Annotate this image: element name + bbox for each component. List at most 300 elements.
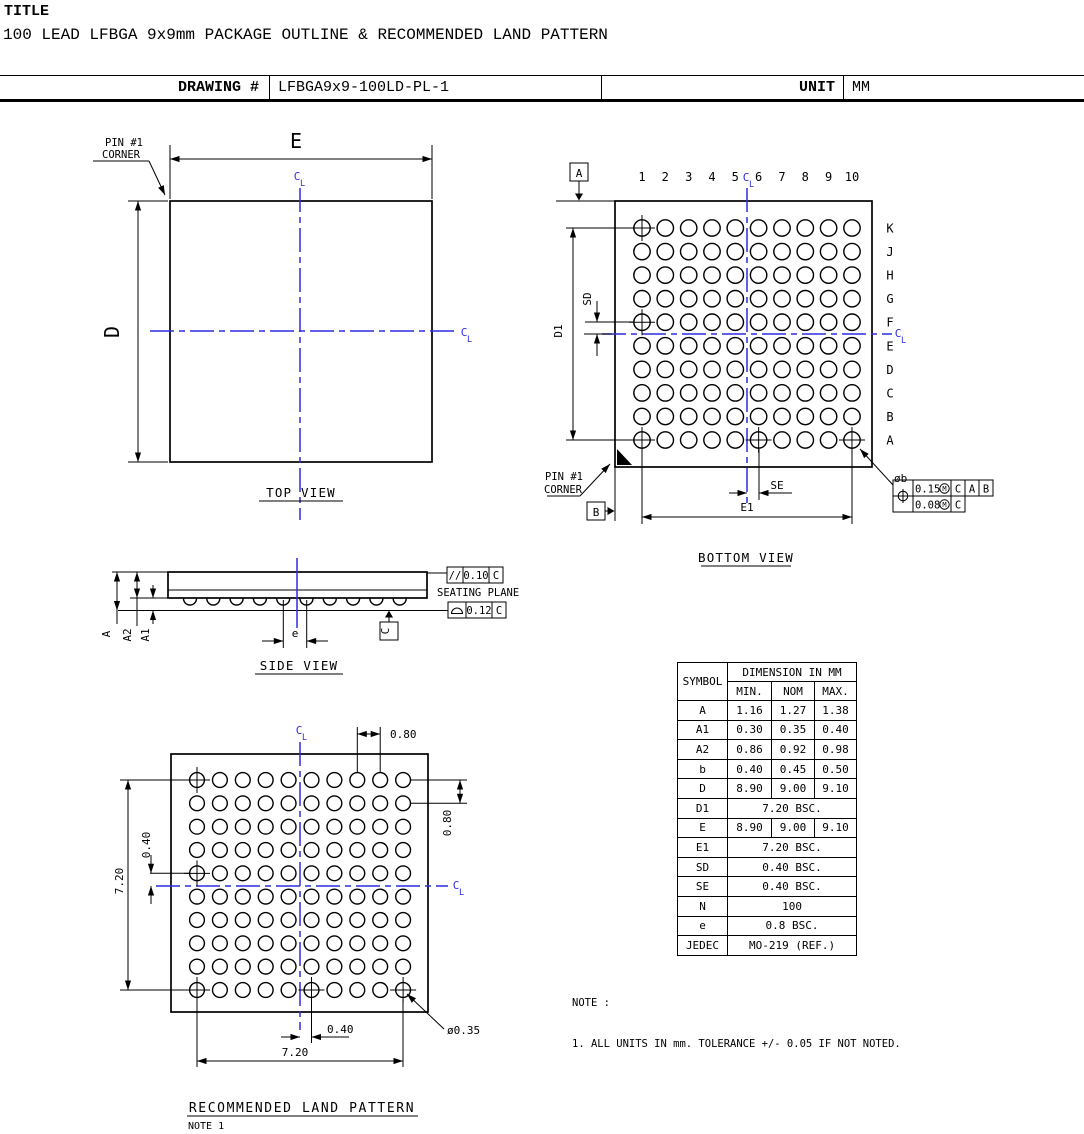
tolerance-value: 0.08 (915, 499, 941, 512)
table-cell: D (678, 779, 728, 799)
land-pad (281, 773, 296, 788)
table-row (678, 936, 857, 956)
dim-label-A2: A2 (121, 628, 134, 642)
solder-ball (681, 338, 697, 354)
centerline-icon: L (749, 180, 755, 190)
note-heading: NOTE : (572, 997, 610, 1009)
table-cell: 9.10 (815, 818, 857, 838)
dimension-table (677, 662, 857, 956)
pin1-label: PIN #1 (545, 471, 583, 483)
ball-column-label: 8 (801, 170, 809, 184)
land-pad (213, 959, 228, 974)
solder-ball (184, 599, 197, 606)
table-row (678, 838, 857, 858)
land-pad (213, 889, 228, 904)
pin1-label: CORNER (102, 149, 140, 161)
table-cell: 8.90 (728, 779, 772, 799)
dim-label-E: E (289, 129, 303, 153)
feature-control-frame (893, 480, 993, 512)
datum-triangle-icon (575, 194, 583, 201)
land-pad (373, 889, 388, 904)
solder-ball (797, 361, 813, 377)
tolerance-value: 0.12 (466, 605, 492, 617)
land-pad (235, 959, 250, 974)
table-cell: MO-219 (REF.) (728, 936, 857, 956)
solder-ball (774, 338, 790, 354)
dim-offset-x (281, 996, 354, 1043)
land-pad (327, 773, 342, 788)
land-pad (213, 796, 228, 811)
pin1-corner-mark (617, 449, 632, 465)
caption-land-pattern (187, 1101, 418, 1132)
solder-ball (844, 408, 860, 424)
table-row (678, 740, 857, 760)
drawing-number-value: LFBGA9x9-100LD-PL-1 (269, 76, 601, 99)
ball-column-label: 1 (638, 170, 646, 184)
land-pad (190, 819, 205, 834)
solder-ball (634, 385, 650, 401)
land-pad (396, 889, 411, 904)
solder-ball (797, 314, 813, 330)
land-pad (350, 819, 365, 834)
solder-ball (820, 291, 836, 307)
land-pad (304, 889, 319, 904)
table-row (678, 759, 857, 779)
solder-ball (774, 361, 790, 377)
land-pad (281, 819, 296, 834)
land-pad (190, 959, 205, 974)
table-cell: A (678, 701, 728, 721)
table-cell: 0.30 (728, 720, 772, 740)
ball-row-label: F (886, 315, 894, 330)
solder-ball (704, 385, 720, 401)
tolerance-value: 0.10 (463, 570, 489, 582)
solder-ball (797, 267, 813, 283)
pin1-label: CORNER (544, 484, 582, 496)
solder-ball (774, 408, 790, 424)
table-cell: 9.10 (815, 779, 857, 799)
solder-ball (704, 338, 720, 354)
dim-label-E1: E1 (740, 501, 754, 514)
land-pad (304, 913, 319, 928)
centerline-icon: C (460, 326, 468, 339)
table-cell: N (678, 896, 728, 916)
land-pad (258, 936, 273, 951)
solder-ball (727, 385, 743, 401)
solder-ball (704, 243, 720, 259)
land-pad (396, 936, 411, 951)
table-cell: E (678, 818, 728, 838)
table-row (678, 857, 857, 877)
datum-label: B (592, 506, 600, 519)
solder-ball (634, 361, 650, 377)
parallelism-frame (427, 567, 503, 583)
pin1-label: PIN #1 (105, 137, 143, 149)
solder-ball (844, 243, 860, 259)
dim-offset-y (140, 832, 189, 904)
land-pattern (113, 724, 480, 1132)
datum-ref: C (954, 483, 962, 496)
land-pad (350, 913, 365, 928)
land-pad (213, 773, 228, 788)
solder-ball (704, 408, 720, 424)
dim-label: ø0.35 (447, 1024, 481, 1037)
solder-ball (774, 314, 790, 330)
table-row (678, 798, 857, 818)
land-pad (281, 843, 296, 858)
solder-ball (657, 243, 673, 259)
table-cell: 0.8 BSC. (728, 916, 857, 936)
ball-row-label: G (886, 292, 894, 307)
table-header: MIN. (728, 682, 772, 701)
solder-ball (681, 385, 697, 401)
dim-label: 0.40 (327, 1023, 354, 1036)
solder-ball (797, 408, 813, 424)
land-pad (235, 936, 250, 951)
solder-ball (820, 432, 836, 448)
dim-label-ball-dia: øb (894, 472, 908, 485)
datum-c (379, 611, 398, 641)
datum-b (587, 467, 615, 521)
land-pad (190, 889, 205, 904)
land-pad (327, 796, 342, 811)
land-pad (350, 796, 365, 811)
solder-ball (681, 432, 697, 448)
land-pad (281, 913, 296, 928)
dim-SE (729, 449, 792, 500)
land-pad (373, 819, 388, 834)
dim-e (262, 600, 328, 648)
solder-ball (797, 220, 813, 236)
solder-ball (370, 599, 383, 606)
tolerance-value: 0.15 (915, 483, 941, 496)
table-header: DIMENSION IN MM (728, 663, 857, 682)
datum-ref: B (982, 483, 990, 496)
land-pad (350, 983, 365, 998)
side-view (100, 558, 519, 674)
land-pad (213, 819, 228, 834)
seating-plane-frame (448, 602, 506, 618)
dim-label-SE: SE (770, 479, 784, 492)
table-row (678, 916, 857, 936)
land-pad (373, 936, 388, 951)
ball-row-label: E (886, 339, 894, 354)
parallelism-icon: // (448, 570, 462, 582)
land-pad (304, 796, 319, 811)
land-pad (304, 936, 319, 951)
solder-ball (797, 338, 813, 354)
dim-span-y (113, 780, 189, 990)
solder-ball (774, 220, 790, 236)
solder-ball (844, 338, 860, 354)
land-pad (396, 773, 411, 788)
solder-ball (750, 361, 766, 377)
solder-ball (681, 243, 697, 259)
solder-ball (704, 432, 720, 448)
ball-column-label: 3 (685, 170, 693, 184)
unit-label: UNIT (601, 76, 843, 99)
pin1-callout (544, 449, 632, 496)
dim-label-SD: SD (581, 292, 594, 306)
dim-label-A: A (100, 630, 113, 638)
table-cell: 0.86 (728, 740, 772, 760)
datum-label: C (379, 627, 392, 635)
datum-label: A (575, 167, 583, 180)
land-pad (350, 843, 365, 858)
view-caption: TOP VIEW (266, 485, 336, 500)
dim-label: 7.20 (113, 867, 126, 895)
ball-column-label: 2 (661, 170, 669, 184)
land-pad (327, 889, 342, 904)
land-pad (213, 866, 228, 881)
centerline-icon: L (459, 888, 465, 898)
solder-ball (797, 291, 813, 307)
dim-pitch-x (357, 727, 416, 772)
dim-label: 7.20 (281, 1046, 309, 1059)
land-pad (258, 913, 273, 928)
table-cell: 7.20 BSC. (728, 798, 857, 818)
dim-pitch-y (411, 780, 467, 836)
land-pad (235, 983, 250, 998)
land-pad (258, 889, 273, 904)
solder-ball (727, 291, 743, 307)
caption-side-view (255, 658, 343, 674)
table-cell: 7.20 BSC. (728, 838, 857, 858)
table-cell: 0.45 (772, 759, 815, 779)
solder-ball (657, 408, 673, 424)
land-pad (350, 866, 365, 881)
solder-ball (634, 291, 650, 307)
land-pad (190, 796, 205, 811)
max-material-letter: M (942, 485, 947, 493)
view-caption: SIDE VIEW (259, 658, 339, 673)
ball-row-label: B (886, 410, 894, 424)
datum-triangle-icon (385, 611, 393, 618)
land-pad (327, 913, 342, 928)
land-pad (258, 773, 273, 788)
land-pad (190, 913, 205, 928)
solder-ball (750, 385, 766, 401)
solder-ball (657, 432, 673, 448)
solder-ball (727, 338, 743, 354)
table-row (678, 701, 857, 721)
land-pad (304, 819, 319, 834)
notes-block (572, 970, 901, 1078)
dim-label: 0.80 (390, 728, 417, 741)
solder-ball (704, 291, 720, 307)
ball-column-label: 9 (824, 170, 833, 184)
view-caption: BOTTOM VIEW (698, 550, 794, 565)
land-pad (258, 983, 273, 998)
solder-ball (657, 361, 673, 377)
bottom-view (544, 163, 993, 566)
solder-ball (634, 243, 650, 259)
solder-ball (393, 599, 406, 606)
land-pad (350, 889, 365, 904)
centerline-icon: C (452, 879, 460, 892)
table-cell: 0.92 (772, 740, 815, 760)
dim-span-x (197, 998, 403, 1067)
dim-label: 0.80 (441, 809, 454, 837)
land-pad (281, 936, 296, 951)
land-pad (281, 796, 296, 811)
solder-ball (704, 267, 720, 283)
centerline-icon: C (293, 170, 301, 183)
caption-bottom-view (698, 550, 794, 566)
solder-ball (774, 267, 790, 283)
solder-ball (844, 220, 860, 236)
solder-ball (820, 338, 836, 354)
land-pad (258, 866, 273, 881)
centerline-icon: L (467, 335, 473, 345)
land-pad (235, 819, 250, 834)
table-row (678, 877, 857, 897)
land-pad (327, 843, 342, 858)
land-pad (350, 773, 365, 788)
centerline-icon: L (901, 336, 907, 346)
dim-A1 (139, 585, 153, 642)
land-pad (235, 796, 250, 811)
ball-column-label: 7 (778, 170, 786, 184)
solder-ball (750, 291, 766, 307)
solder-ball (750, 243, 766, 259)
land-pad (396, 866, 411, 881)
ball-column-label: 4 (708, 170, 716, 184)
land-pad (327, 936, 342, 951)
table-cell: 8.90 (728, 818, 772, 838)
datum-ref: C (495, 605, 503, 617)
table-cell: D1 (678, 798, 728, 818)
datum-ref: C (492, 570, 500, 582)
solder-ball (657, 291, 673, 307)
unit-value: MM (843, 76, 1084, 99)
table-cell: 1.16 (728, 701, 772, 721)
table-row (678, 896, 857, 916)
datum-triangle-icon (608, 507, 615, 515)
solder-ball (750, 220, 766, 236)
solder-ball (727, 243, 743, 259)
solder-ball (727, 314, 743, 330)
table-cell: b (678, 759, 728, 779)
land-pad (396, 796, 411, 811)
centerline-icon: C (295, 724, 303, 737)
table-cell: 0.40 (728, 759, 772, 779)
solder-ball (774, 243, 790, 259)
solder-ball (681, 408, 697, 424)
dim-label: 0.40 (140, 831, 153, 859)
top-view (93, 129, 472, 520)
datum-a (556, 163, 615, 201)
dim-label-e: e (291, 627, 299, 640)
centerlines (150, 170, 472, 520)
solder-ball (774, 432, 790, 448)
dim-A (100, 572, 168, 637)
note-ref: NOTE 1 (188, 1121, 225, 1132)
land-pad (327, 983, 342, 998)
land-pad (258, 959, 273, 974)
solder-ball (347, 599, 360, 606)
solder-ball (750, 338, 766, 354)
land-pad (281, 959, 296, 974)
solder-ball (820, 243, 836, 259)
table-cell: 0.35 (772, 720, 815, 740)
ball-row-label: H (886, 268, 894, 283)
land-pad (281, 889, 296, 904)
land-pad (327, 866, 342, 881)
table-cell: 0.40 BSC. (728, 877, 857, 897)
land-pad (235, 773, 250, 788)
land-pad (235, 913, 250, 928)
land-pad (304, 866, 319, 881)
solder-ball (657, 338, 673, 354)
note-line: 1. ALL UNITS IN mm. TOLERANCE +/- 0.05 IF NOT NOTED. (572, 1037, 901, 1050)
seating-plane-icon (452, 608, 463, 614)
solder-ball (797, 243, 813, 259)
land-pad (235, 866, 250, 881)
solder-ball (820, 220, 836, 236)
land-pad (373, 983, 388, 998)
dim-label-D1: D1 (552, 324, 565, 338)
land-pad (396, 843, 411, 858)
pin1-callout (93, 137, 165, 195)
table-cell: 9.00 (772, 818, 815, 838)
land-pad (258, 819, 273, 834)
solder-ball (704, 314, 720, 330)
land-pad (304, 959, 319, 974)
solder-ball (774, 291, 790, 307)
centerline-icon: L (302, 733, 308, 743)
solder-ball (207, 599, 220, 606)
solder-ball (820, 314, 836, 330)
land-pad (213, 843, 228, 858)
solder-ball (634, 338, 650, 354)
ball-column-label: 10 (844, 170, 860, 184)
table-cell: JEDEC (678, 936, 728, 956)
position-tolerance-icon (896, 489, 910, 503)
solder-ball (820, 385, 836, 401)
solder-ball (727, 432, 743, 448)
table-cell: 9.00 (772, 779, 815, 799)
solder-ball (727, 267, 743, 283)
table-row (678, 818, 857, 838)
table-header: MAX. (815, 682, 857, 701)
centerline-icon: C (894, 327, 902, 340)
solder-ball (323, 599, 336, 606)
solder-ball (727, 361, 743, 377)
table-cell: 1.38 (815, 701, 857, 721)
land-pad (373, 959, 388, 974)
title-label: TITLE (4, 3, 50, 20)
land-pad (213, 983, 228, 998)
land-pad (396, 819, 411, 834)
solder-ball (820, 361, 836, 377)
solder-ball (230, 599, 243, 606)
centerline-icon: L (300, 179, 306, 189)
table-cell: A1 (678, 720, 728, 740)
land-pad (281, 983, 296, 998)
land-pad (213, 913, 228, 928)
solder-ball (634, 267, 650, 283)
land-pad (235, 843, 250, 858)
solder-ball (681, 267, 697, 283)
ball-row-label: C (886, 386, 894, 401)
solder-ball (750, 408, 766, 424)
table-cell: e (678, 916, 728, 936)
table-cell: 1.27 (772, 701, 815, 721)
solder-ball (657, 267, 673, 283)
ball-column-label: 5 (731, 170, 739, 184)
table-cell: 0.40 BSC. (728, 857, 857, 877)
